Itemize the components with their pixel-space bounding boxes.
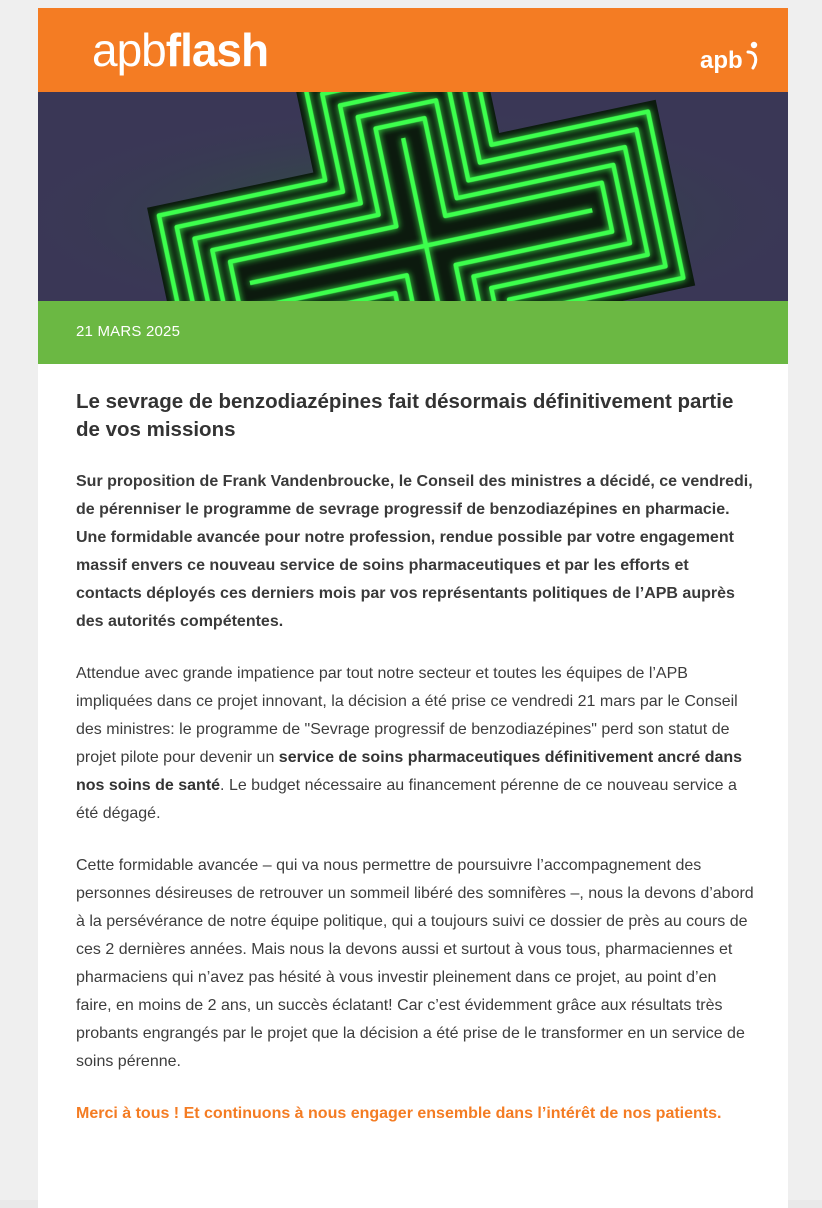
article-paragraph-3: Cette formidable avancée – qui va nous permettre de poursuivre l’accompagnement des personnes désireuses de retrouver un sommeil libéré des somnifères –, nous la devons d’abord à la persévérance de notre équipe politique, qui a toujours suivi ce dossier de près au cours de ces 2 dernières années. Mais nous la devons aussi et surtout à vous tous, pharmaciennes et pharmaciens qui n’avez pas hésité à vous investir pleinement dans ce projet, au point d’en faire, en moins de 2 ans, un succès éclatant! Car c’est évidemment grâce aux résultats très probants engrangés par le projet que la décision a été prise de le transformer en un service de soins pérenne. (76, 857, 754, 1070)
newsletter (38, 8, 788, 1208)
paragraph-2-text-a: Attendue avec grande impatience par tout notre secteur et toutes les équipes de l’APB impliquées dans ce projet innovant, la décision a été prise ce vendredi 21 mars par le Conseil des ministres: le programme de "Sevrage progressif de benzodiazépines" perd son statut de projet pilote pour devenir un (76, 665, 738, 766)
brand-bold: flash (165, 24, 269, 76)
neon-pharmacy-cross-image (38, 92, 788, 301)
newsletter-header (38, 8, 788, 92)
paragraph-2-highlight: service de soins pharmaceutiques définitivement ancré dans nos soins de santé (76, 749, 743, 794)
logo-text: apb (700, 47, 743, 74)
brand-light: apb (92, 24, 166, 76)
paragraph-2-text-b: . Le budget nécessaire au financement pérenne de ce nouveau service a été dégagé. (76, 777, 737, 822)
article-paragraph-2 (76, 660, 756, 828)
article-closing: Merci à tous ! Et continuons à nous engager ensemble dans l’intérêt de nos patients. (76, 1105, 722, 1122)
date-band (38, 301, 788, 364)
apbflash-wordmark[interactable] (92, 22, 268, 78)
apb-logo-icon[interactable] (698, 38, 762, 78)
hero-image (38, 92, 788, 301)
article-lead: Sur proposition de Frank Vandenbroucke, le Conseil des ministres a décidé, ce vendredi, de pérenniser le programme de sevrage progressif de benzodiazépines en pharmacie. Une formidable avancée pour notre profession, rendue possible par votre engagement massif envers ce nouveau service de soins pharmaceutiques et par les efforts et contacts déployés ces derniers mois par vos représentants politiques de l’APB auprès des autorités compétentes. (76, 473, 753, 630)
publication-date: 21 MARS 2025 (76, 323, 181, 340)
article (76, 388, 756, 1128)
article-title: Le sevrage de benzodiazépines fait désormais définitivement partie de vos missions (76, 390, 734, 441)
